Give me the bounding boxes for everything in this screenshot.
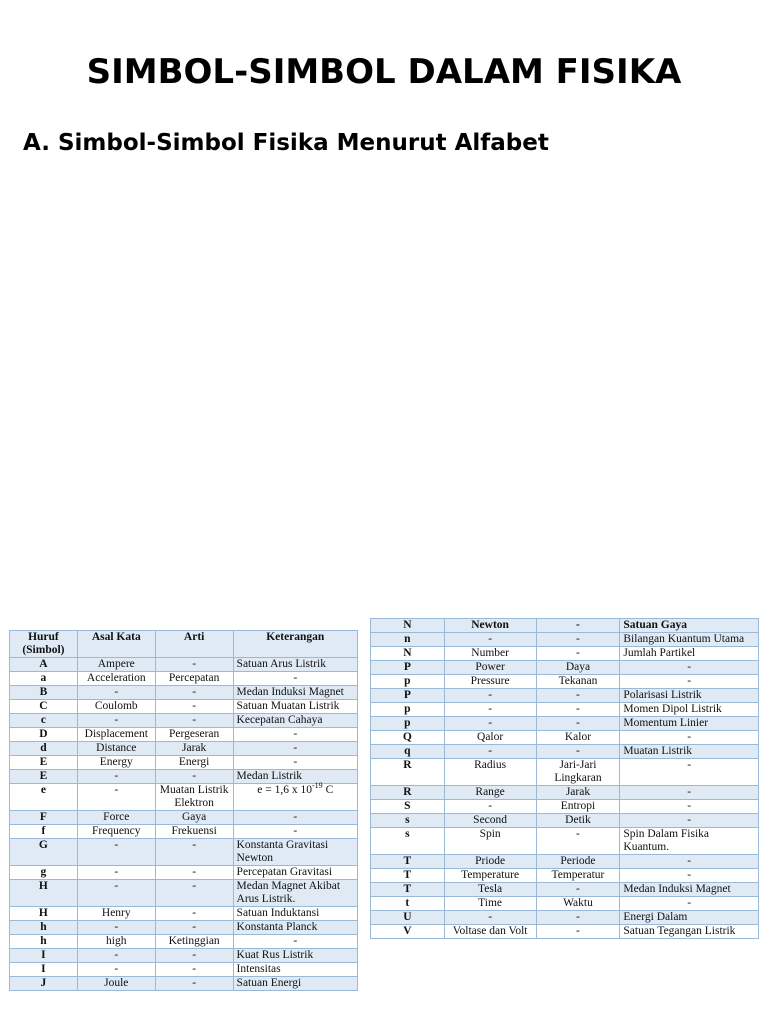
meaning-cell: Waktu	[536, 897, 620, 911]
meaning-cell: -	[536, 911, 620, 925]
meaning-cell: Temperatur	[536, 869, 620, 883]
origin-word-cell: Range	[444, 786, 536, 800]
header-cell: Asal Kata	[77, 631, 155, 658]
meaning-cell: Muatan Listrik Elektron	[155, 784, 233, 811]
table-row	[10, 949, 358, 963]
table-row	[10, 811, 358, 825]
symbol-cell: B	[10, 686, 78, 700]
meaning-cell: -	[536, 703, 620, 717]
origin-word-cell: -	[77, 866, 155, 880]
description-cell: Satuan Muatan Listrik	[233, 700, 357, 714]
table-row	[10, 742, 358, 756]
origin-word-cell: -	[444, 911, 536, 925]
table-row	[371, 800, 759, 814]
table-row	[10, 825, 358, 839]
table-row	[10, 866, 358, 880]
symbol-cell: f	[10, 825, 78, 839]
table-row	[10, 756, 358, 770]
table-row	[10, 700, 358, 714]
meaning-cell: -	[155, 839, 233, 866]
symbol-cell: N	[371, 647, 445, 661]
table-row	[371, 883, 759, 897]
table-row	[10, 880, 358, 907]
description-cell: -	[620, 869, 759, 883]
symbol-cell: R	[371, 759, 445, 786]
section-heading: A. Simbol-Simbol Fisika Menurut Alfabet	[23, 130, 549, 156]
description-cell: Polarisasi Listrik	[620, 689, 759, 703]
origin-word-cell: Radius	[444, 759, 536, 786]
meaning-cell: Energi	[155, 756, 233, 770]
symbol-cell: T	[371, 883, 445, 897]
meaning-cell: -	[536, 883, 620, 897]
meaning-cell: -	[155, 866, 233, 880]
symbol-cell: e	[10, 784, 78, 811]
origin-word-cell: Frequency	[77, 825, 155, 839]
description-cell: -	[620, 814, 759, 828]
origin-word-cell: -	[444, 717, 536, 731]
origin-word-cell: -	[77, 949, 155, 963]
table-row	[371, 731, 759, 745]
symbol-cell: H	[10, 907, 78, 921]
description-cell: Momentum Linier	[620, 717, 759, 731]
meaning-cell: Jari-Jari Lingkaran	[536, 759, 620, 786]
origin-word-cell: Voltase dan Volt	[444, 925, 536, 939]
meaning-cell: -	[155, 949, 233, 963]
origin-word-cell: Acceleration	[77, 672, 155, 686]
origin-word-cell: -	[77, 784, 155, 811]
meaning-cell: -	[155, 770, 233, 784]
origin-word-cell: -	[444, 689, 536, 703]
table-row	[371, 647, 759, 661]
symbol-cell: P	[371, 661, 445, 675]
table-row	[371, 759, 759, 786]
description-cell: Kuat Rus Listrik	[233, 949, 357, 963]
description-cell: Medan Induksi Magnet	[233, 686, 357, 700]
origin-word-cell: -	[77, 714, 155, 728]
header-cell: Keterangan	[233, 631, 357, 658]
description-cell: e = 1,6 x $10^{-19}$ C	[233, 784, 357, 811]
origin-word-cell: Temperature	[444, 869, 536, 883]
header-cell: Arti	[155, 631, 233, 658]
description-cell: -	[620, 855, 759, 869]
symbol-cell: F	[10, 811, 78, 825]
symbol-cell: c	[10, 714, 78, 728]
origin-word-cell: -	[444, 800, 536, 814]
table-row	[10, 784, 358, 811]
origin-word-cell: -	[444, 703, 536, 717]
origin-word-cell: -	[77, 686, 155, 700]
origin-word-cell: Ampere	[77, 658, 155, 672]
symbol-cell: S	[371, 800, 445, 814]
table-row	[10, 658, 358, 672]
table-row	[371, 661, 759, 675]
origin-word-cell: Time	[444, 897, 536, 911]
symbol-cell: U	[371, 911, 445, 925]
meaning-cell: -	[536, 828, 620, 855]
origin-word-cell: -	[444, 633, 536, 647]
origin-word-cell: Distance	[77, 742, 155, 756]
description-cell: Medan Listrik	[233, 770, 357, 784]
symbol-cell: R	[371, 786, 445, 800]
meaning-cell: Entropi	[536, 800, 620, 814]
description-cell: -	[233, 935, 357, 949]
origin-word-cell: -	[77, 880, 155, 907]
meaning-cell: Frekuensi	[155, 825, 233, 839]
table-row	[10, 728, 358, 742]
table-row	[10, 935, 358, 949]
meaning-cell: -	[155, 714, 233, 728]
origin-word-cell: Energy	[77, 756, 155, 770]
meaning-cell: -	[536, 925, 620, 939]
description-cell: Spin Dalam Fisika Kuantum.	[620, 828, 759, 855]
symbol-cell: h	[10, 921, 78, 935]
description-cell: Bilangan Kuantum Utama	[620, 633, 759, 647]
origin-word-cell: Henry	[77, 907, 155, 921]
description-cell: Satuan Tegangan Listrik	[620, 925, 759, 939]
meaning-cell: -	[536, 689, 620, 703]
table-row	[10, 963, 358, 977]
table-row	[10, 770, 358, 784]
symbol-cell: T	[371, 869, 445, 883]
table-row	[10, 921, 358, 935]
description-cell: Muatan Listrik	[620, 745, 759, 759]
table-header-row	[10, 631, 358, 658]
meaning-cell: Gaya	[155, 811, 233, 825]
table-row	[10, 686, 358, 700]
meaning-cell: Kalor	[536, 731, 620, 745]
symbol-cell: a	[10, 672, 78, 686]
description-cell: Konstanta Planck	[233, 921, 357, 935]
description-cell: -	[233, 811, 357, 825]
origin-word-cell: Second	[444, 814, 536, 828]
header-cell: Huruf (Simbol)	[10, 631, 78, 658]
origin-word-cell: Coulomb	[77, 700, 155, 714]
meaning-cell: -	[536, 633, 620, 647]
origin-word-cell: -	[77, 963, 155, 977]
table-row	[10, 907, 358, 921]
table-row	[371, 786, 759, 800]
origin-word-cell: Spin	[444, 828, 536, 855]
symbol-cell: E	[10, 770, 78, 784]
meaning-cell: Jarak	[155, 742, 233, 756]
table-row	[10, 672, 358, 686]
table-row	[10, 839, 358, 866]
description-cell: Medan Induksi Magnet	[620, 883, 759, 897]
symbol-table-left	[9, 630, 358, 991]
meaning-cell: Pergeseran	[155, 728, 233, 742]
symbol-cell: V	[371, 925, 445, 939]
table-row	[371, 745, 759, 759]
meaning-cell: -	[155, 921, 233, 935]
origin-word-cell: Priode	[444, 855, 536, 869]
symbol-cell: g	[10, 866, 78, 880]
table-row	[371, 828, 759, 855]
table-row	[371, 814, 759, 828]
symbol-cell: T	[371, 855, 445, 869]
header-cell: Newton	[444, 619, 536, 633]
origin-word-cell: Displacement	[77, 728, 155, 742]
origin-word-cell: Tesla	[444, 883, 536, 897]
symbol-cell: s	[371, 828, 445, 855]
description-cell: -	[233, 825, 357, 839]
header-cell: -	[536, 619, 620, 633]
description-cell: Energi Dalam	[620, 911, 759, 925]
symbol-cell: H	[10, 880, 78, 907]
symbol-cell: h	[10, 935, 78, 949]
meaning-cell: Percepatan	[155, 672, 233, 686]
header-cell: Satuan Gaya	[620, 619, 759, 633]
symbol-cell: I	[10, 963, 78, 977]
origin-word-cell: -	[77, 839, 155, 866]
description-cell: -	[620, 800, 759, 814]
description-cell: -	[620, 731, 759, 745]
table-row	[371, 855, 759, 869]
origin-word-cell: -	[77, 770, 155, 784]
origin-word-cell: Pressure	[444, 675, 536, 689]
table-row	[371, 897, 759, 911]
meaning-cell: -	[155, 977, 233, 991]
description-cell: Satuan Induktansi	[233, 907, 357, 921]
symbol-cell: d	[10, 742, 78, 756]
meaning-cell: Jarak	[536, 786, 620, 800]
table-row	[371, 633, 759, 647]
symbol-cell: p	[371, 675, 445, 689]
origin-word-cell: Force	[77, 811, 155, 825]
meaning-cell: -	[155, 686, 233, 700]
origin-word-cell: Joule	[77, 977, 155, 991]
description-cell: -	[620, 759, 759, 786]
description-cell: -	[620, 897, 759, 911]
meaning-cell: -	[536, 717, 620, 731]
description-cell: -	[620, 786, 759, 800]
description-cell: -	[233, 756, 357, 770]
meaning-cell: -	[536, 745, 620, 759]
table-row	[371, 703, 759, 717]
meaning-cell: Tekanan	[536, 675, 620, 689]
description-cell: Kecepatan Cahaya	[233, 714, 357, 728]
table-row	[371, 717, 759, 731]
description-cell: Intensitas	[233, 963, 357, 977]
description-cell: -	[233, 728, 357, 742]
symbol-cell: p	[371, 703, 445, 717]
symbol-cell: D	[10, 728, 78, 742]
origin-word-cell: Power	[444, 661, 536, 675]
origin-word-cell: -	[77, 921, 155, 935]
description-cell: Satuan Energi	[233, 977, 357, 991]
origin-word-cell: Number	[444, 647, 536, 661]
description-cell: -	[233, 672, 357, 686]
description-cell: Percepatan Gravitasi	[233, 866, 357, 880]
origin-word-cell: Qalor	[444, 731, 536, 745]
table-row	[10, 714, 358, 728]
symbol-cell: E	[10, 756, 78, 770]
description-cell: Konstanta Gravitasi Newton	[233, 839, 357, 866]
description-cell: Satuan Arus Listrik	[233, 658, 357, 672]
meaning-cell: Detik	[536, 814, 620, 828]
description-cell: Medan Magnet Akibat Arus Listrik.	[233, 880, 357, 907]
origin-word-cell: -	[444, 745, 536, 759]
description-cell: Jumlah Partikel	[620, 647, 759, 661]
page-title: SIMBOL-SIMBOL DALAM FISIKA	[86, 52, 682, 92]
table-row	[371, 689, 759, 703]
table-header-row	[371, 619, 759, 633]
symbol-cell: Q	[371, 731, 445, 745]
table-row	[371, 925, 759, 939]
symbol-cell: p	[371, 717, 445, 731]
symbol-cell: I	[10, 949, 78, 963]
meaning-cell: -	[155, 700, 233, 714]
table-row	[10, 977, 358, 991]
meaning-cell: Ketinggian	[155, 935, 233, 949]
meaning-cell: -	[155, 907, 233, 921]
symbol-cell: J	[10, 977, 78, 991]
description-cell: -	[233, 742, 357, 756]
meaning-cell: Daya	[536, 661, 620, 675]
meaning-cell: -	[155, 880, 233, 907]
symbol-cell: q	[371, 745, 445, 759]
table-row	[371, 675, 759, 689]
symbol-cell: n	[371, 633, 445, 647]
description-cell: -	[620, 661, 759, 675]
symbol-cell: A	[10, 658, 78, 672]
meaning-cell: -	[155, 963, 233, 977]
table-row	[371, 869, 759, 883]
symbol-cell: t	[371, 897, 445, 911]
symbol-cell: P	[371, 689, 445, 703]
description-cell: Momen Dipol Listrik	[620, 703, 759, 717]
meaning-cell: -	[536, 647, 620, 661]
symbol-cell: C	[10, 700, 78, 714]
origin-word-cell: high	[77, 935, 155, 949]
header-cell: N	[371, 619, 445, 633]
symbol-cell: s	[371, 814, 445, 828]
description-cell: -	[620, 675, 759, 689]
symbol-table-right	[370, 618, 759, 939]
meaning-cell: Periode	[536, 855, 620, 869]
table-row	[371, 911, 759, 925]
meaning-cell: -	[155, 658, 233, 672]
symbol-cell: G	[10, 839, 78, 866]
